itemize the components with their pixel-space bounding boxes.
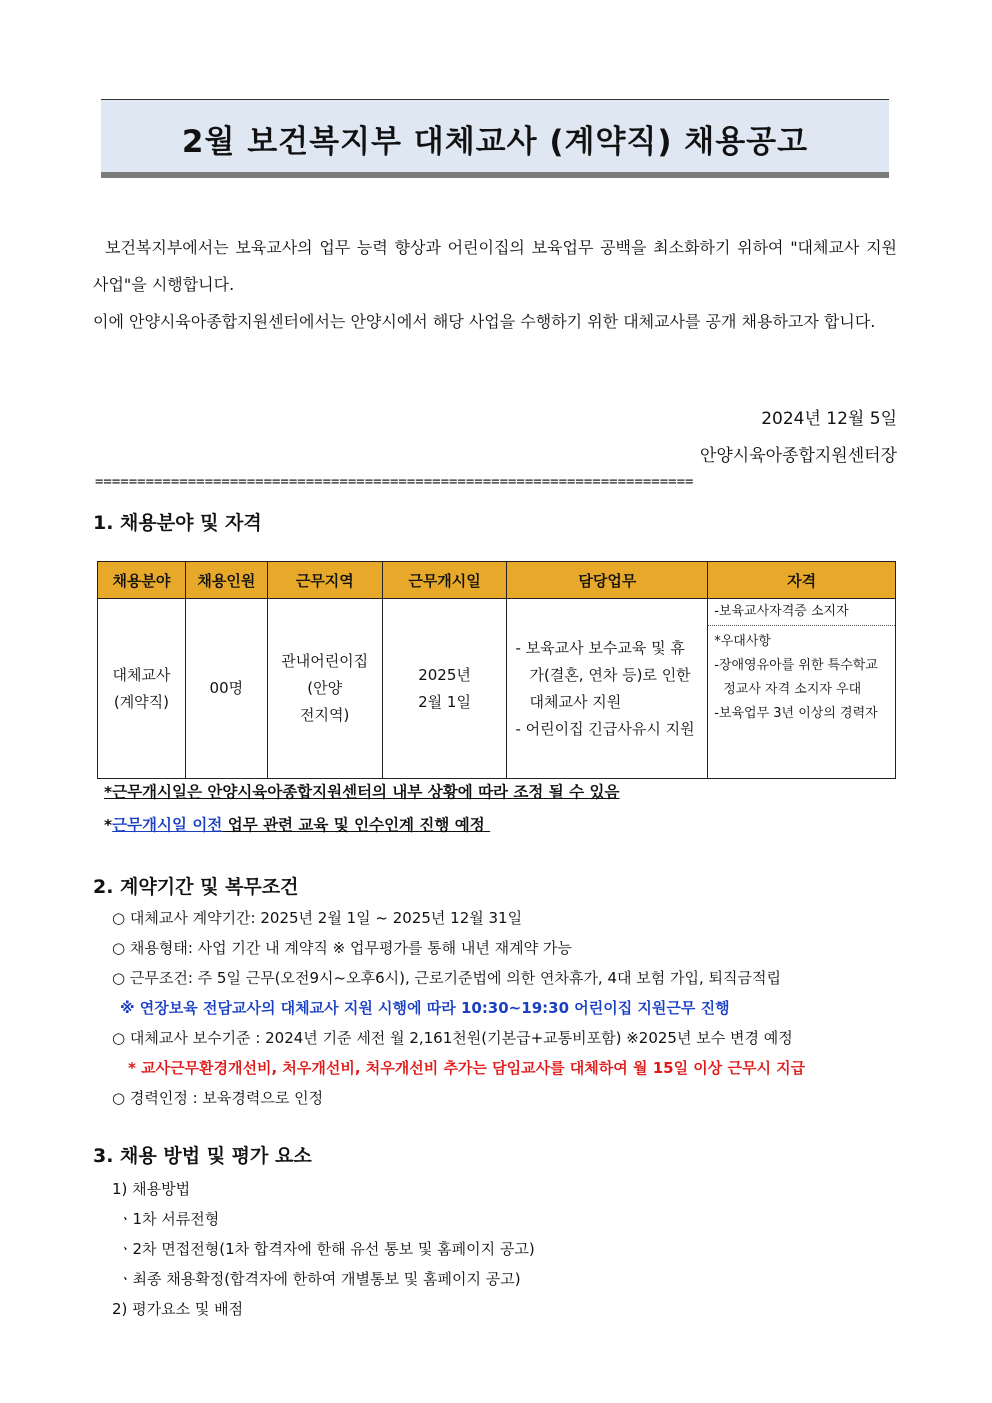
table-header: 담당업무 (507, 562, 708, 599)
section-3-heading: 3. 채용 방법 및 평가 요소 (93, 1145, 312, 1167)
section-2-heading: 2. 계약기간 및 복무조건 (93, 876, 299, 898)
duty-item: - 어린이집 긴급사유시 지원 (515, 719, 695, 738)
employment-type: ○ 채용형태: 사업 기간 내 계약직 ※ 업무평가를 통해 내년 재계약 가능 (112, 939, 572, 957)
preferred-qualifications (708, 626, 895, 728)
page-title: 2월 보건복지부 대체교사 (계약직) 채용공고 (181, 124, 809, 160)
career-recognition: ○ 경력인정 : 보육경력으로 인정 (112, 1089, 324, 1107)
table-header-row (98, 562, 896, 599)
note-highlight: 근무개시일 이전 (112, 816, 223, 834)
start-date-note: *근무개시일은 안양시육아종합지원센터의 내부 상황에 따라 조정 될 수 있음 (104, 783, 620, 801)
table-header: 자격 (708, 562, 896, 599)
field-line: 대체교사 (112, 665, 171, 684)
recruitment-method-label: 1) 채용방법 (112, 1180, 191, 1198)
duty-cell (507, 599, 708, 779)
step-item: ㆍ최종 채용확정(합격자에 한하여 개별통보 및 홈페이지 공고) (118, 1270, 521, 1288)
region-line: 전지역) (300, 706, 350, 724)
recruitment-table (97, 561, 896, 779)
preferred-item: -장애영유아를 위한 특수학교 정교사 자격 소지자 우대 (714, 658, 878, 697)
start-date-cell (382, 599, 507, 779)
notice-date: 2024년 12월 5일 (761, 409, 897, 429)
allowance-note: * 교사근무환경개선비, 처우개선비, 처우개선비 추가는 담임교사를 대체하여 월 15일 이상 근무시 지급 (128, 1059, 806, 1077)
evaluation-label: 2) 평가요소 및 배점 (112, 1300, 244, 1318)
step-item: ㆍ1차 서류전형 (118, 1210, 220, 1228)
field-line: (계약직) (113, 692, 170, 711)
preferred-title: *우대사항 (714, 634, 771, 649)
intro-paragraph-1: 보건복지부에서는 보육교사의 업무 능력 향상과 어린이집의 보육업무 공백을 최소화하기 위하여 "대체교사 지원 사업"을 시행합니다. (93, 238, 897, 294)
region-line: 관내어린이집 (281, 652, 369, 670)
issuer-name: 안양시육아종합지원센터장 (699, 446, 897, 466)
region-cell (267, 599, 382, 779)
duty-item: - 보육교사 보수교육 및 휴가(결혼, 연차 등)로 인한 대체교사 지원 (515, 638, 691, 711)
contract-period: ○ 대체교사 계약기간: 2025년 2월 1일 ~ 2025년 12월 31일 (112, 909, 523, 927)
required-qualification: -보육교사자격증 소지자 (708, 599, 895, 626)
table-header: 근무지역 (267, 562, 382, 599)
working-conditions: ○ 근무조건: 주 5일 근무(오전9시~오후6시), 근로기준법에 의한 연차휴가, 4대 보험 가입, 퇴직금적립 (112, 969, 781, 987)
field-cell (98, 599, 186, 779)
table-header: 채용인원 (185, 562, 267, 599)
table-header: 채용분야 (98, 562, 186, 599)
region-line: (안양 (307, 679, 343, 697)
start-line: 2025년 (418, 665, 471, 684)
table-header: 근무개시일 (382, 562, 507, 599)
training-note (104, 813, 490, 835)
intro-paragraph-2: 이에 안양시육아종합지원센터에서는 안양시에서 해당 사업을 수행하기 위한 대체교사를 공개 채용하고자 합니다. (93, 312, 876, 331)
start-line: 2월 1일 (418, 692, 471, 711)
step-item: ㆍ2차 면접전형(1차 합격자에 한해 유선 통보 및 홈페이지 공고) (118, 1240, 535, 1258)
extended-care-note: ※ 연장보육 전담교사의 대체교사 지원 시행에 따라 10:30~19:30 어린이집 지원근무 진행 (120, 999, 730, 1017)
count-cell: 00명 (185, 599, 267, 779)
note-mark: * (104, 816, 113, 834)
intro-text (93, 229, 897, 340)
salary-standard: ○ 대체교사 보수기준 : 2024년 기준 세전 월 2,161천원(기본급+교통비포함) ※2025년 보수 변경 예정 (112, 1029, 793, 1047)
table-row (98, 599, 896, 779)
separator-line: ======================================================================= (95, 474, 694, 490)
note-text: 업무 관련 교육 및 인수인계 진행 예정 (222, 816, 491, 834)
title-banner (101, 99, 889, 178)
preferred-item: -보육업무 3년 이상의 경력자 (714, 706, 878, 721)
section-1-heading: 1. 채용분야 및 자격 (93, 512, 262, 534)
qualification-cell (708, 599, 896, 779)
